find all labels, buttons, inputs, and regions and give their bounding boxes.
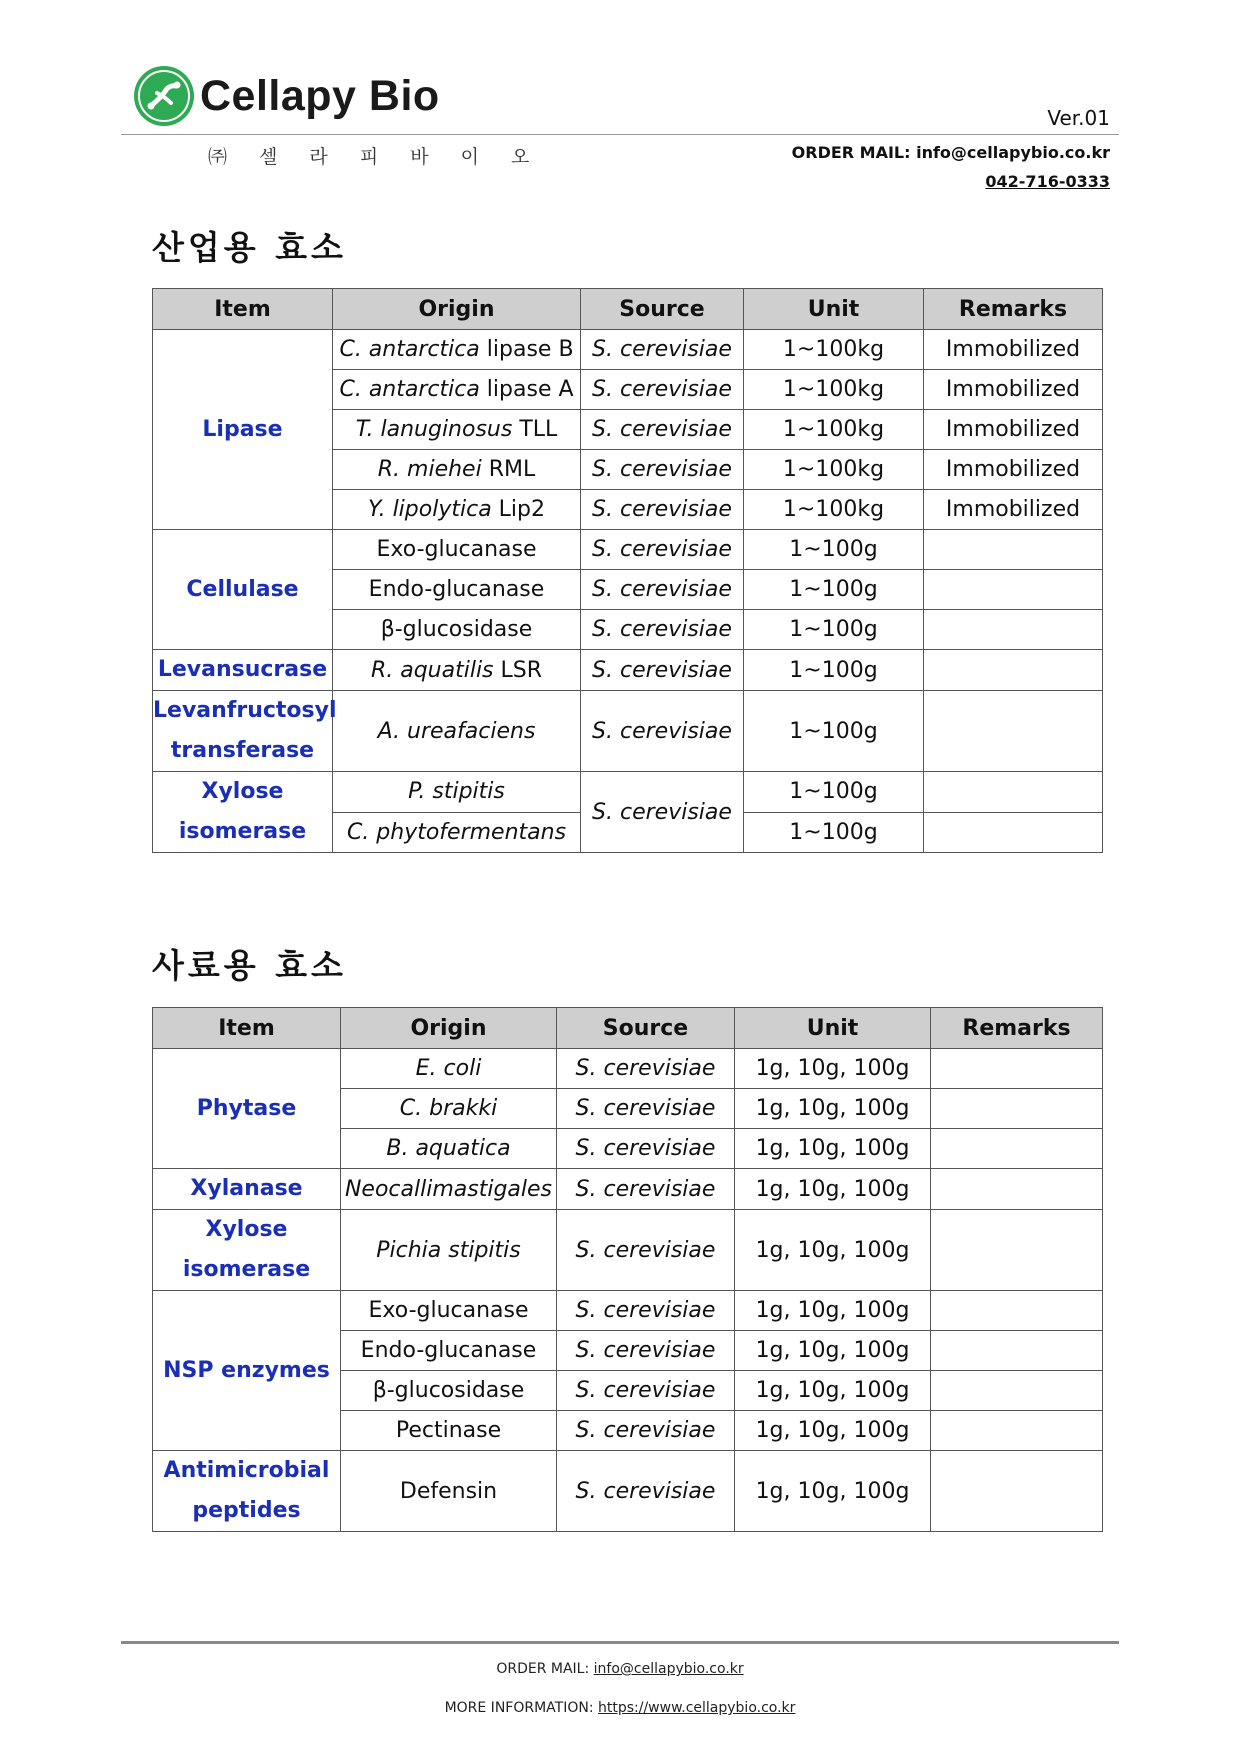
unit-cell: 1g, 10g, 100g — [735, 1049, 931, 1089]
remarks-cell: Immobilized — [924, 330, 1103, 370]
col-header-unit: Unit — [735, 1008, 931, 1049]
header-divider — [121, 134, 1119, 135]
unit-cell: 1~100kg — [744, 410, 924, 450]
table-header-row — [153, 289, 1103, 330]
remarks-cell: Immobilized — [924, 490, 1103, 530]
footer-divider — [121, 1641, 1119, 1644]
source-cell: S. cerevisiae — [581, 490, 744, 530]
origin-cell: Exo-glucanase — [341, 1291, 557, 1331]
remarks-cell — [924, 610, 1103, 650]
source-cell: S. cerevisiae — [557, 1129, 735, 1169]
korean-company-name: ㈜ 셀 라 피 바 이 오 — [208, 146, 543, 168]
remarks-cell: Immobilized — [924, 450, 1103, 490]
origin-cell: Pectinase — [341, 1411, 557, 1451]
industrial-section-title: 산업용 효소 — [152, 228, 347, 267]
remarks-cell — [931, 1371, 1103, 1411]
origin-cell: P. stipitis — [333, 772, 581, 813]
item-xylanase: Xylanase — [153, 1169, 341, 1210]
table-header-row — [153, 1008, 1103, 1049]
source-cell: S. cerevisiae — [581, 650, 744, 691]
origin-cell: Neocallimastigales — [341, 1169, 557, 1210]
table-row — [153, 1169, 1103, 1210]
origin-cell: Pichia stipitis — [341, 1210, 557, 1291]
source-cell: S. cerevisiae — [557, 1371, 735, 1411]
origin-cell: Defensin — [341, 1451, 557, 1532]
unit-cell: 1g, 10g, 100g — [735, 1169, 931, 1210]
origin-cell: C. antarctica lipase A — [333, 370, 581, 410]
remarks-cell — [931, 1049, 1103, 1089]
source-cell: S. cerevisiae — [581, 691, 744, 772]
brand-name: Cellapy Bio — [200, 71, 440, 120]
unit-cell: 1g, 10g, 100g — [735, 1371, 931, 1411]
source-cell: S. cerevisiae — [581, 530, 744, 570]
origin-cell: C. phytofermentans — [333, 812, 581, 853]
unit-cell: 1~100g — [744, 691, 924, 772]
origin-cell: β-glucosidase — [341, 1371, 557, 1411]
col-header-source: Source — [581, 289, 744, 330]
remarks-cell — [931, 1291, 1103, 1331]
col-header-item: Item — [153, 289, 333, 330]
unit-cell: 1g, 10g, 100g — [735, 1291, 931, 1331]
source-cell: S. cerevisiae — [581, 570, 744, 610]
item-cellulase: Cellulase — [153, 530, 333, 650]
col-header-item: Item — [153, 1008, 341, 1049]
table-row — [153, 1451, 1103, 1532]
origin-cell: R. miehei RML — [333, 450, 581, 490]
col-header-remarks: Remarks — [924, 289, 1103, 330]
source-cell: S. cerevisiae — [581, 370, 744, 410]
item-xylose-isomerase: Xylose isomerase — [153, 772, 333, 853]
source-cell: S. cerevisiae — [557, 1169, 735, 1210]
source-cell: S. cerevisiae — [557, 1451, 735, 1532]
table-row — [153, 650, 1103, 691]
origin-cell: A. ureafaciens — [333, 691, 581, 772]
item-nsp-enzymes: NSP enzymes — [153, 1291, 341, 1451]
document-version: Ver.01 — [1047, 106, 1110, 130]
col-header-origin: Origin — [333, 289, 581, 330]
origin-cell: T. lanuginosus TLL — [333, 410, 581, 450]
item-lipase: Lipase — [153, 330, 333, 530]
unit-cell: 1~100g — [744, 610, 924, 650]
source-cell: S. cerevisiae — [557, 1049, 735, 1089]
item-levansucrase: Levansucrase — [153, 650, 333, 691]
table-row — [153, 330, 1103, 370]
unit-cell: 1g, 10g, 100g — [735, 1411, 931, 1451]
remarks-cell — [931, 1129, 1103, 1169]
footer-website-link[interactable]: https://www.cellapybio.co.kr — [598, 1700, 796, 1716]
unit-cell: 1~100g — [744, 812, 924, 853]
origin-cell: β-glucosidase — [333, 610, 581, 650]
unit-cell: 1g, 10g, 100g — [735, 1129, 931, 1169]
table-row — [153, 1291, 1103, 1331]
remarks-cell — [924, 812, 1103, 853]
remarks-cell — [931, 1451, 1103, 1532]
unit-cell: 1~100g — [744, 530, 924, 570]
remarks-cell: Immobilized — [924, 410, 1103, 450]
unit-cell: 1~100kg — [744, 450, 924, 490]
feed-section-title: 사료용 효소 — [152, 946, 347, 985]
unit-cell: 1g, 10g, 100g — [735, 1451, 931, 1532]
unit-cell: 1g, 10g, 100g — [735, 1089, 931, 1129]
origin-cell: B. aquatica — [341, 1129, 557, 1169]
header-order-mail: ORDER MAIL: info@cellapybio.co.kr — [791, 143, 1110, 162]
remarks-cell — [924, 691, 1103, 772]
col-header-unit: Unit — [744, 289, 924, 330]
source-cell: S. cerevisiae — [581, 610, 744, 650]
unit-cell: 1g, 10g, 100g — [735, 1331, 931, 1371]
col-header-origin: Origin — [341, 1008, 557, 1049]
item-levanfructosyl-transferase: Levanfructosyl transferase — [153, 691, 333, 772]
origin-cell: C. antarctica lipase B — [333, 330, 581, 370]
remarks-cell — [924, 650, 1103, 691]
unit-cell: 1g, 10g, 100g — [735, 1210, 931, 1291]
unit-cell: 1~100g — [744, 772, 924, 813]
col-header-remarks: Remarks — [931, 1008, 1103, 1049]
item-antimicrobial-peptides: Antimicrobial peptides — [153, 1451, 341, 1532]
source-cell: S. cerevisiae — [557, 1331, 735, 1371]
unit-cell: 1~100kg — [744, 370, 924, 410]
industrial-enzyme-table — [152, 288, 1103, 853]
origin-cell: C. brakki — [341, 1089, 557, 1129]
remarks-cell — [931, 1331, 1103, 1371]
remarks-cell — [924, 570, 1103, 610]
col-header-source: Source — [557, 1008, 735, 1049]
source-cell: S. cerevisiae — [557, 1411, 735, 1451]
remarks-cell — [931, 1169, 1103, 1210]
source-cell: S. cerevisiae — [557, 1210, 735, 1291]
table-row — [153, 691, 1103, 772]
origin-cell: Endo-glucanase — [333, 570, 581, 610]
item-phytase: Phytase — [153, 1049, 341, 1169]
item-xylose-isomerase: Xylose isomerase — [153, 1210, 341, 1291]
footer-order-mail: ORDER MAIL: info@cellapybio.co.kr — [496, 1661, 744, 1677]
footer-more-info: MORE INFORMATION: https://www.cellapybio.co.kr — [444, 1700, 796, 1716]
origin-cell: Exo-glucanase — [333, 530, 581, 570]
source-cell: S. cerevisiae — [581, 330, 744, 370]
remarks-cell — [931, 1210, 1103, 1291]
cellapy-logo-icon — [133, 65, 195, 127]
remarks-cell: Immobilized — [924, 370, 1103, 410]
origin-cell: Endo-glucanase — [341, 1331, 557, 1371]
source-cell: S. cerevisiae — [557, 1089, 735, 1129]
feed-enzyme-table — [152, 1007, 1103, 1532]
table-row — [153, 1049, 1103, 1089]
header-phone[interactable]: 042-716-0333 — [985, 172, 1110, 191]
remarks-cell — [924, 530, 1103, 570]
company-logo — [133, 65, 440, 127]
source-cell: S. cerevisiae — [581, 772, 744, 853]
table-row — [153, 772, 1103, 813]
unit-cell: 1~100kg — [744, 330, 924, 370]
table-row — [153, 1210, 1103, 1291]
origin-cell: E. coli — [341, 1049, 557, 1089]
remarks-cell — [924, 772, 1103, 813]
source-cell: S. cerevisiae — [581, 450, 744, 490]
unit-cell: 1~100kg — [744, 490, 924, 530]
origin-cell: Y. lipolytica Lip2 — [333, 490, 581, 530]
unit-cell: 1~100g — [744, 650, 924, 691]
origin-cell: R. aquatilis LSR — [333, 650, 581, 691]
unit-cell: 1~100g — [744, 570, 924, 610]
remarks-cell — [931, 1089, 1103, 1129]
remarks-cell — [931, 1411, 1103, 1451]
source-cell: S. cerevisiae — [557, 1291, 735, 1331]
table-row — [153, 530, 1103, 570]
footer-email-link[interactable]: info@cellapybio.co.kr — [593, 1661, 744, 1677]
source-cell: S. cerevisiae — [581, 410, 744, 450]
